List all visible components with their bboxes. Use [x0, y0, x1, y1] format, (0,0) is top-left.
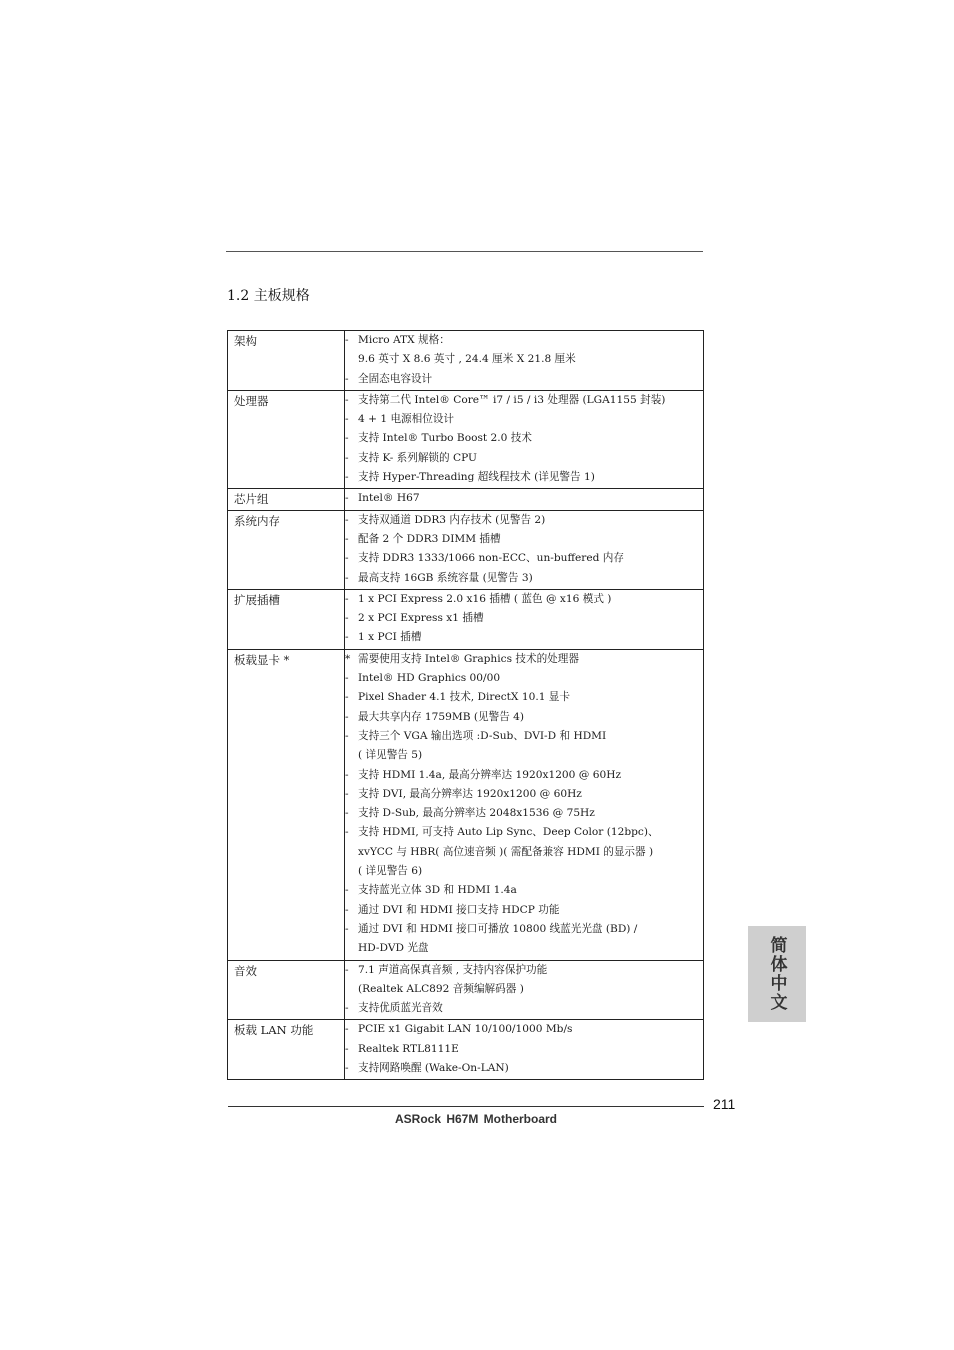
spec-item-text: 配备 2 个 DDR3 DIMM 插槽 [358, 532, 501, 545]
spec-item-marker: - [345, 432, 349, 445]
spec-item-text: Realtek RTL8111E [358, 1042, 459, 1055]
spec-item-marker: - [345, 903, 349, 916]
spec-item-text: Intel® HD Graphics 00/00 [358, 672, 501, 685]
spec-item-text: 支持蓝光立体 3D 和 HDMI 1.4a [358, 884, 517, 897]
spec-item-marker: - [345, 413, 349, 426]
spec-item [345, 961, 703, 980]
spec-category: 架构 [228, 331, 345, 391]
spec-item-marker: - [345, 922, 349, 935]
spec-item-marker: - [345, 691, 349, 704]
spec-table [227, 330, 704, 1080]
spec-item-marker: - [345, 451, 349, 464]
spec-item [345, 331, 703, 350]
spec-items [345, 589, 704, 649]
spec-category: 处理器 [228, 390, 345, 488]
spec-item-text: 支持 HDMI, 可支持 Auto Lip Sync、Deep Color (12bpc)、 [358, 826, 659, 839]
spec-item-marker: - [345, 492, 349, 505]
spec-item-marker: - [345, 471, 349, 484]
spec-row [228, 960, 704, 1020]
spec-item [345, 766, 703, 785]
spec-category: 系统内存 [228, 510, 345, 589]
spec-item-text: 2 x PCI Express x1 插槽 [358, 612, 484, 625]
spec-item [345, 862, 703, 881]
spec-item-text: Pixel Shader 4.1 技术, DirectX 10.1 显卡 [358, 691, 570, 704]
spec-row [228, 510, 704, 589]
spec-item-marker: - [345, 807, 349, 820]
spec-item-text: 支持 DDR3 1333/1066 non-ECC、un-buffered 内存 [358, 552, 624, 565]
spec-row [228, 331, 704, 391]
spec-item [345, 370, 703, 389]
spec-item [345, 999, 703, 1018]
spec-item-text: ( 详见警告 5) [358, 749, 423, 762]
spec-item-marker: - [345, 787, 349, 800]
language-tab-label: 简体中文 [766, 936, 787, 1012]
spec-item [345, 727, 703, 746]
spec-item [345, 609, 703, 628]
spec-row [228, 489, 704, 510]
spec-item-text: 7.1 声道高保真音频 , 支持内容保护功能 [358, 963, 548, 976]
spec-item-marker: - [345, 532, 349, 545]
spec-item [345, 569, 703, 588]
spec-row [228, 390, 704, 488]
spec-items [345, 489, 704, 510]
spec-item [345, 391, 703, 410]
spec-items [345, 960, 704, 1020]
spec-item [345, 785, 703, 804]
spec-category: 扩展插槽 [228, 589, 345, 649]
spec-item [345, 468, 703, 487]
spec-item-marker: - [345, 729, 349, 742]
spec-category: 音效 [228, 960, 345, 1020]
spec-item [345, 1059, 703, 1078]
spec-item-marker: - [345, 963, 349, 976]
bottom-divider [228, 1106, 704, 1107]
spec-item [345, 843, 703, 862]
spec-item-text: 9.6 英寸 X 8.6 英寸 , 24.4 厘米 X 21.8 厘米 [358, 353, 576, 366]
top-divider [226, 251, 703, 252]
spec-item-marker: - [345, 372, 349, 385]
spec-item [345, 746, 703, 765]
spec-item [345, 549, 703, 568]
spec-item-marker: - [345, 571, 349, 584]
spec-item-marker: - [345, 1023, 349, 1036]
spec-item-text: 支持 D-Sub, 最高分辨率达 2048x1536 @ 75Hz [358, 807, 595, 820]
spec-item-marker: - [345, 334, 349, 346]
spec-item-marker: - [345, 1002, 349, 1015]
spec-item-text: 需要使用支持 Intel® Graphics 技术的处理器 [358, 652, 579, 665]
spec-items [345, 331, 704, 391]
spec-item-text: HD-DVD 光盘 [358, 942, 429, 955]
spec-row [228, 589, 704, 649]
spec-item [345, 708, 703, 727]
spec-category: 芯片组 [228, 489, 345, 510]
spec-item-marker: - [345, 513, 349, 526]
spec-item-text: 支持网路唤醒 (Wake-On-LAN) [358, 1061, 509, 1074]
spec-item-text: 1 x PCI Express 2.0 x16 插槽 ( 蓝色 @ x16 模式 ) [358, 592, 612, 605]
spec-item-marker: - [345, 672, 349, 685]
spec-item [345, 590, 703, 609]
spec-item [345, 628, 703, 647]
spec-item-text: 支持 HDMI 1.4a, 最高分辨率达 1920x1200 @ 60Hz [358, 768, 622, 781]
spec-item [345, 939, 703, 958]
spec-item-text: 支持 DVI, 最高分辨率达 1920x1200 @ 60Hz [358, 787, 582, 800]
page-number: 211 [713, 1096, 736, 1112]
spec-item-text: 通过 DVI 和 HDMI 接口可播放 10800 线蓝光光盘 (BD) / [358, 922, 638, 935]
spec-item-text: 支持第二代 Intel® Core™ i7 / i5 / i3 处理器 (LGA1155 封装) [358, 393, 666, 406]
spec-item [345, 804, 703, 823]
spec-item-marker: - [345, 592, 349, 605]
spec-item-marker: - [345, 826, 349, 839]
spec-item-marker: - [345, 612, 349, 625]
spec-item [345, 823, 703, 842]
spec-item-text: 1 x PCI 插槽 [358, 631, 422, 644]
spec-category: 板载 LAN 功能 [228, 1020, 345, 1080]
spec-item [345, 530, 703, 549]
spec-item [345, 901, 703, 920]
language-tab [748, 926, 806, 1022]
spec-item [345, 350, 703, 369]
spec-item-text: xvYCC 与 HBR( 高位速音频 )( 需配备兼容 HDMI 的显示器 ) [358, 845, 654, 858]
spec-items [345, 1020, 704, 1080]
spec-item-text: 最高支持 16GB 系统容量 (见警告 3) [358, 571, 533, 584]
footer-title: ASRock H67M Motherboard [394, 1112, 558, 1126]
spec-item-marker: - [345, 552, 349, 565]
spec-item-text: 支持 Intel® Turbo Boost 2.0 技术 [358, 432, 532, 445]
spec-item [345, 449, 703, 468]
spec-item-text: 最大共享内存 1759MB (见警告 4) [358, 710, 525, 723]
spec-item [345, 1040, 703, 1059]
section-title: 1.2 主板规格 [227, 288, 310, 304]
spec-item-marker: - [345, 631, 349, 644]
spec-item [345, 688, 703, 707]
spec-items [345, 510, 704, 589]
spec-item-marker: * [345, 652, 351, 665]
spec-item-text: (Realtek ALC892 音频编解码器 ) [358, 982, 524, 995]
spec-item [345, 881, 703, 900]
spec-item-text: 支持三个 VGA 输出选项 :D-Sub、DVI-D 和 HDMI [358, 729, 607, 742]
spec-item-text: Micro ATX 规格： [358, 334, 450, 346]
spec-item-marker: - [345, 768, 349, 781]
spec-row [228, 1020, 704, 1080]
spec-item-text: 通过 DVI 和 HDMI 接口支持 HDCP 功能 [358, 903, 560, 916]
spec-category: 板载显卡 * [228, 649, 345, 960]
spec-item-marker: - [345, 884, 349, 897]
spec-item-marker: - [345, 393, 349, 406]
spec-item-marker: - [345, 710, 349, 723]
spec-row [228, 649, 704, 960]
spec-item-text: 支持 Hyper-Threading 超线程技术 (详见警告 1) [358, 471, 595, 484]
spec-items [345, 649, 704, 960]
spec-item-text: ( 详见警告 6) [358, 865, 423, 878]
spec-item-text: 支持 K- 系列解锁的 CPU [358, 451, 477, 464]
spec-item [345, 650, 703, 669]
spec-item-text: 支持双通道 DDR3 内存技术 (见警告 2) [358, 513, 546, 526]
spec-item [345, 669, 703, 688]
spec-item [345, 429, 703, 448]
spec-item [345, 511, 703, 530]
spec-item [345, 920, 703, 939]
spec-item-marker: - [345, 1061, 349, 1074]
spec-item [345, 980, 703, 999]
spec-item-text: 4 + 1 电源相位设计 [358, 413, 455, 426]
spec-item-marker: - [345, 1042, 349, 1055]
spec-item [345, 1020, 703, 1039]
spec-item [345, 410, 703, 429]
spec-item-text: 支持优质蓝光音效 [358, 1002, 443, 1015]
spec-items [345, 390, 704, 488]
spec-item-text: Intel® H67 [358, 492, 420, 505]
spec-item-text: PCIE x1 Gigabit LAN 10/100/1000 Mb/s [358, 1023, 573, 1036]
spec-item [345, 489, 703, 508]
spec-item-text: 全固态电容设计 [358, 372, 433, 385]
